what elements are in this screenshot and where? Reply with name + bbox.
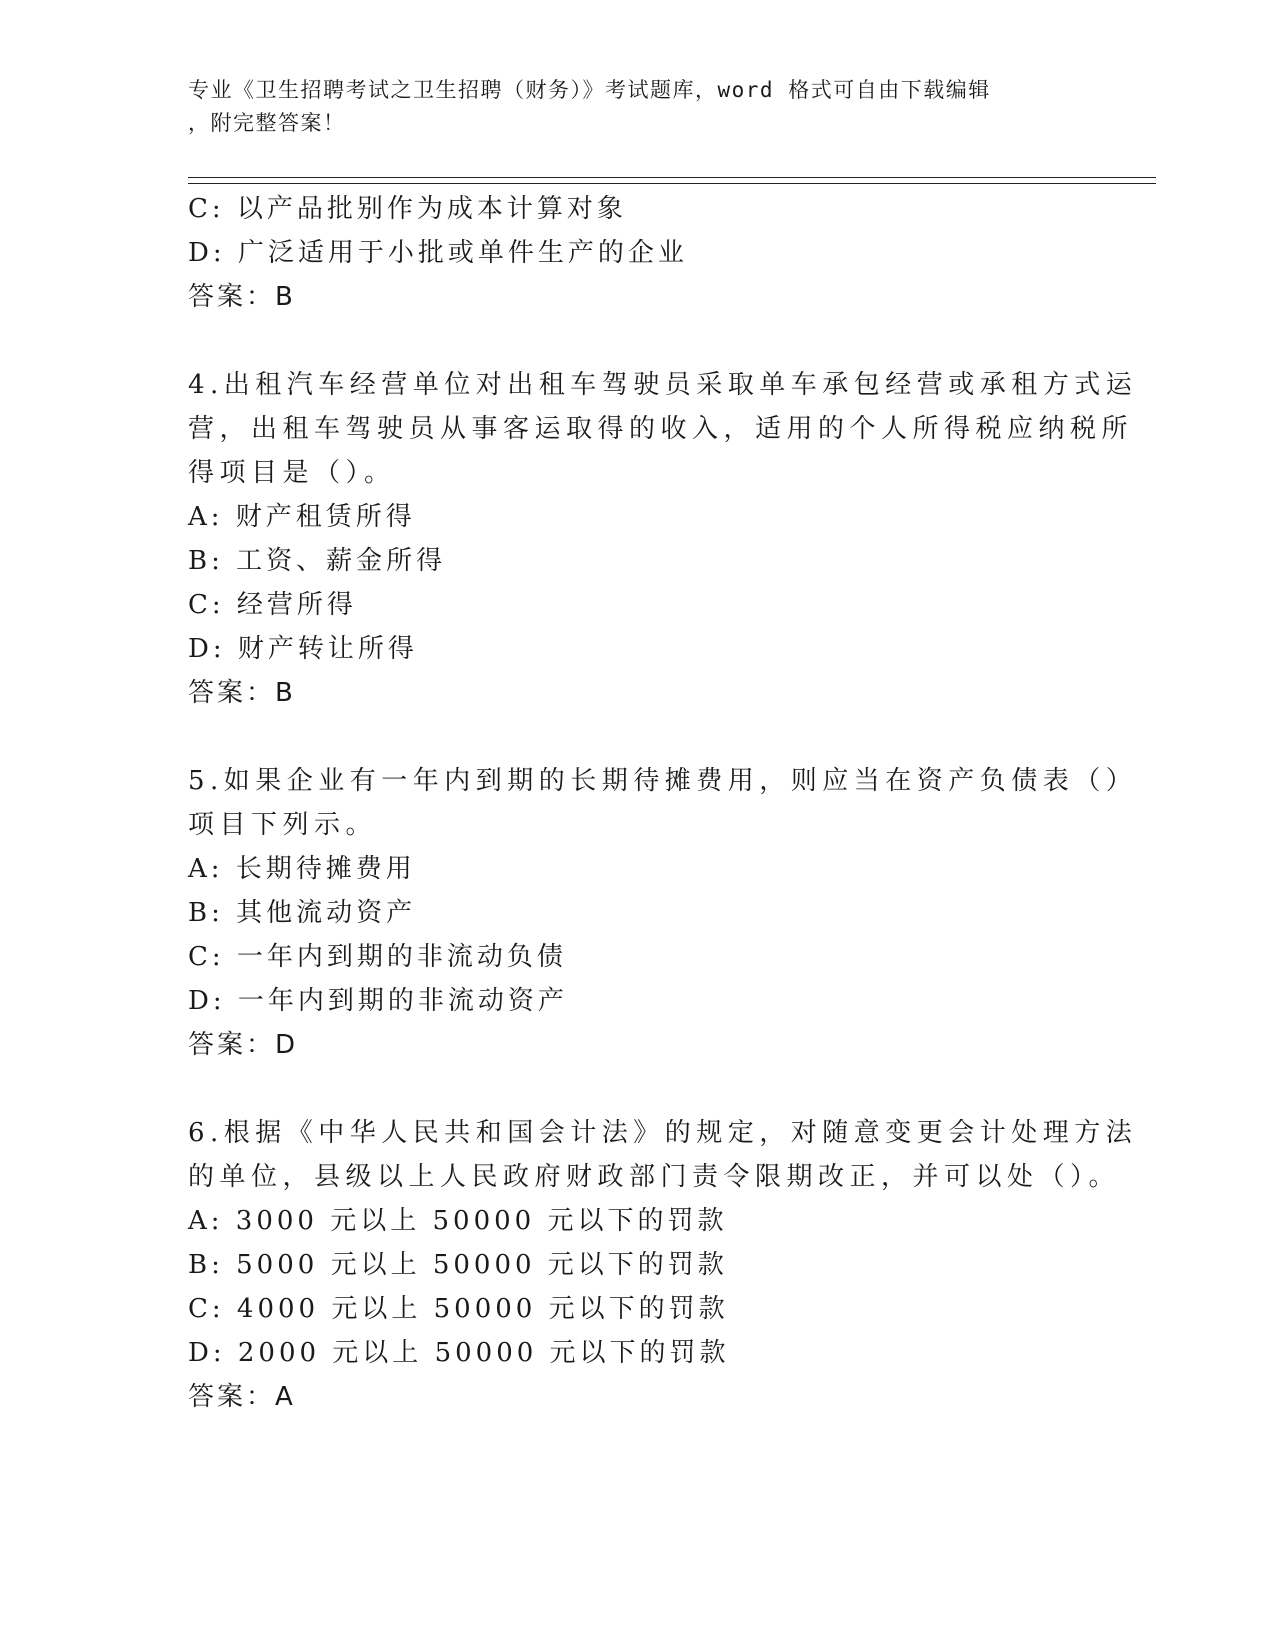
q6-option-c: C: 4000 元以上 50000 元以下的罚款 [188, 1294, 729, 1324]
q5-answer: 答案：D [188, 1030, 299, 1060]
header-line-2: ，附完整答案！ [188, 111, 346, 135]
q6-option-b: B: 5000 元以上 50000 元以下的罚款 [188, 1250, 728, 1280]
q4-stem-line-1: 4.出租汽车经营单位对出租车驾驶员采取单车承包经营或承租方式运 [188, 370, 1138, 400]
q5-option-b: B: 其他流动资产 [188, 898, 417, 928]
q3-option-c: C: 以产品批别作为成本计算对象 [188, 194, 627, 224]
q5-option-c: C: 一年内到期的非流动负债 [188, 942, 567, 972]
q5-stem-line-2: 项目下列示。 [188, 810, 378, 840]
q4-stem-line-3: 得项目是（）。 [188, 458, 396, 488]
header-line-1: 专业《卫生招聘考试之卫生招聘（财务）》考试题库，word 格式可自由下载编辑 [188, 78, 991, 102]
q4-option-c: C: 经营所得 [188, 590, 357, 620]
q6-stem-line-1: 6.根据《中华人民共和国会计法》的规定，对随意变更会计处理方法 [188, 1118, 1138, 1148]
q4-option-a: A: 财产租赁所得 [188, 502, 416, 532]
q5-option-a: A: 长期待摊费用 [188, 854, 416, 884]
q3-answer: 答案：B [188, 282, 296, 312]
q4-answer: 答案：B [188, 678, 296, 708]
q4-option-b: B: 工资、薪金所得 [188, 546, 447, 576]
q4-option-d: D: 财产转让所得 [188, 634, 418, 664]
q6-option-d: D: 2000 元以上 50000 元以下的罚款 [188, 1338, 730, 1368]
header-divider-top [188, 177, 1156, 178]
document-header [188, 74, 1088, 140]
header-divider-bottom [188, 183, 1156, 184]
q6-answer: 答案：A [188, 1382, 296, 1412]
q6-stem-line-2: 的单位，县级以上人民政府财政部门责令限期改正，并可以处（）。 [188, 1162, 1121, 1192]
q4-stem-line-2: 营，出租车驾驶员从事客运取得的收入，适用的个人所得税应纳税所 [188, 414, 1134, 444]
q5-option-d: D: 一年内到期的非流动资产 [188, 986, 568, 1016]
q3-option-d: D: 广泛适用于小批或单件生产的企业 [188, 238, 688, 268]
q5-stem-line-1: 5.如果企业有一年内到期的长期待摊费用，则应当在资产负债表（） [188, 766, 1138, 796]
q6-option-a: A: 3000 元以上 50000 元以下的罚款 [188, 1206, 728, 1236]
